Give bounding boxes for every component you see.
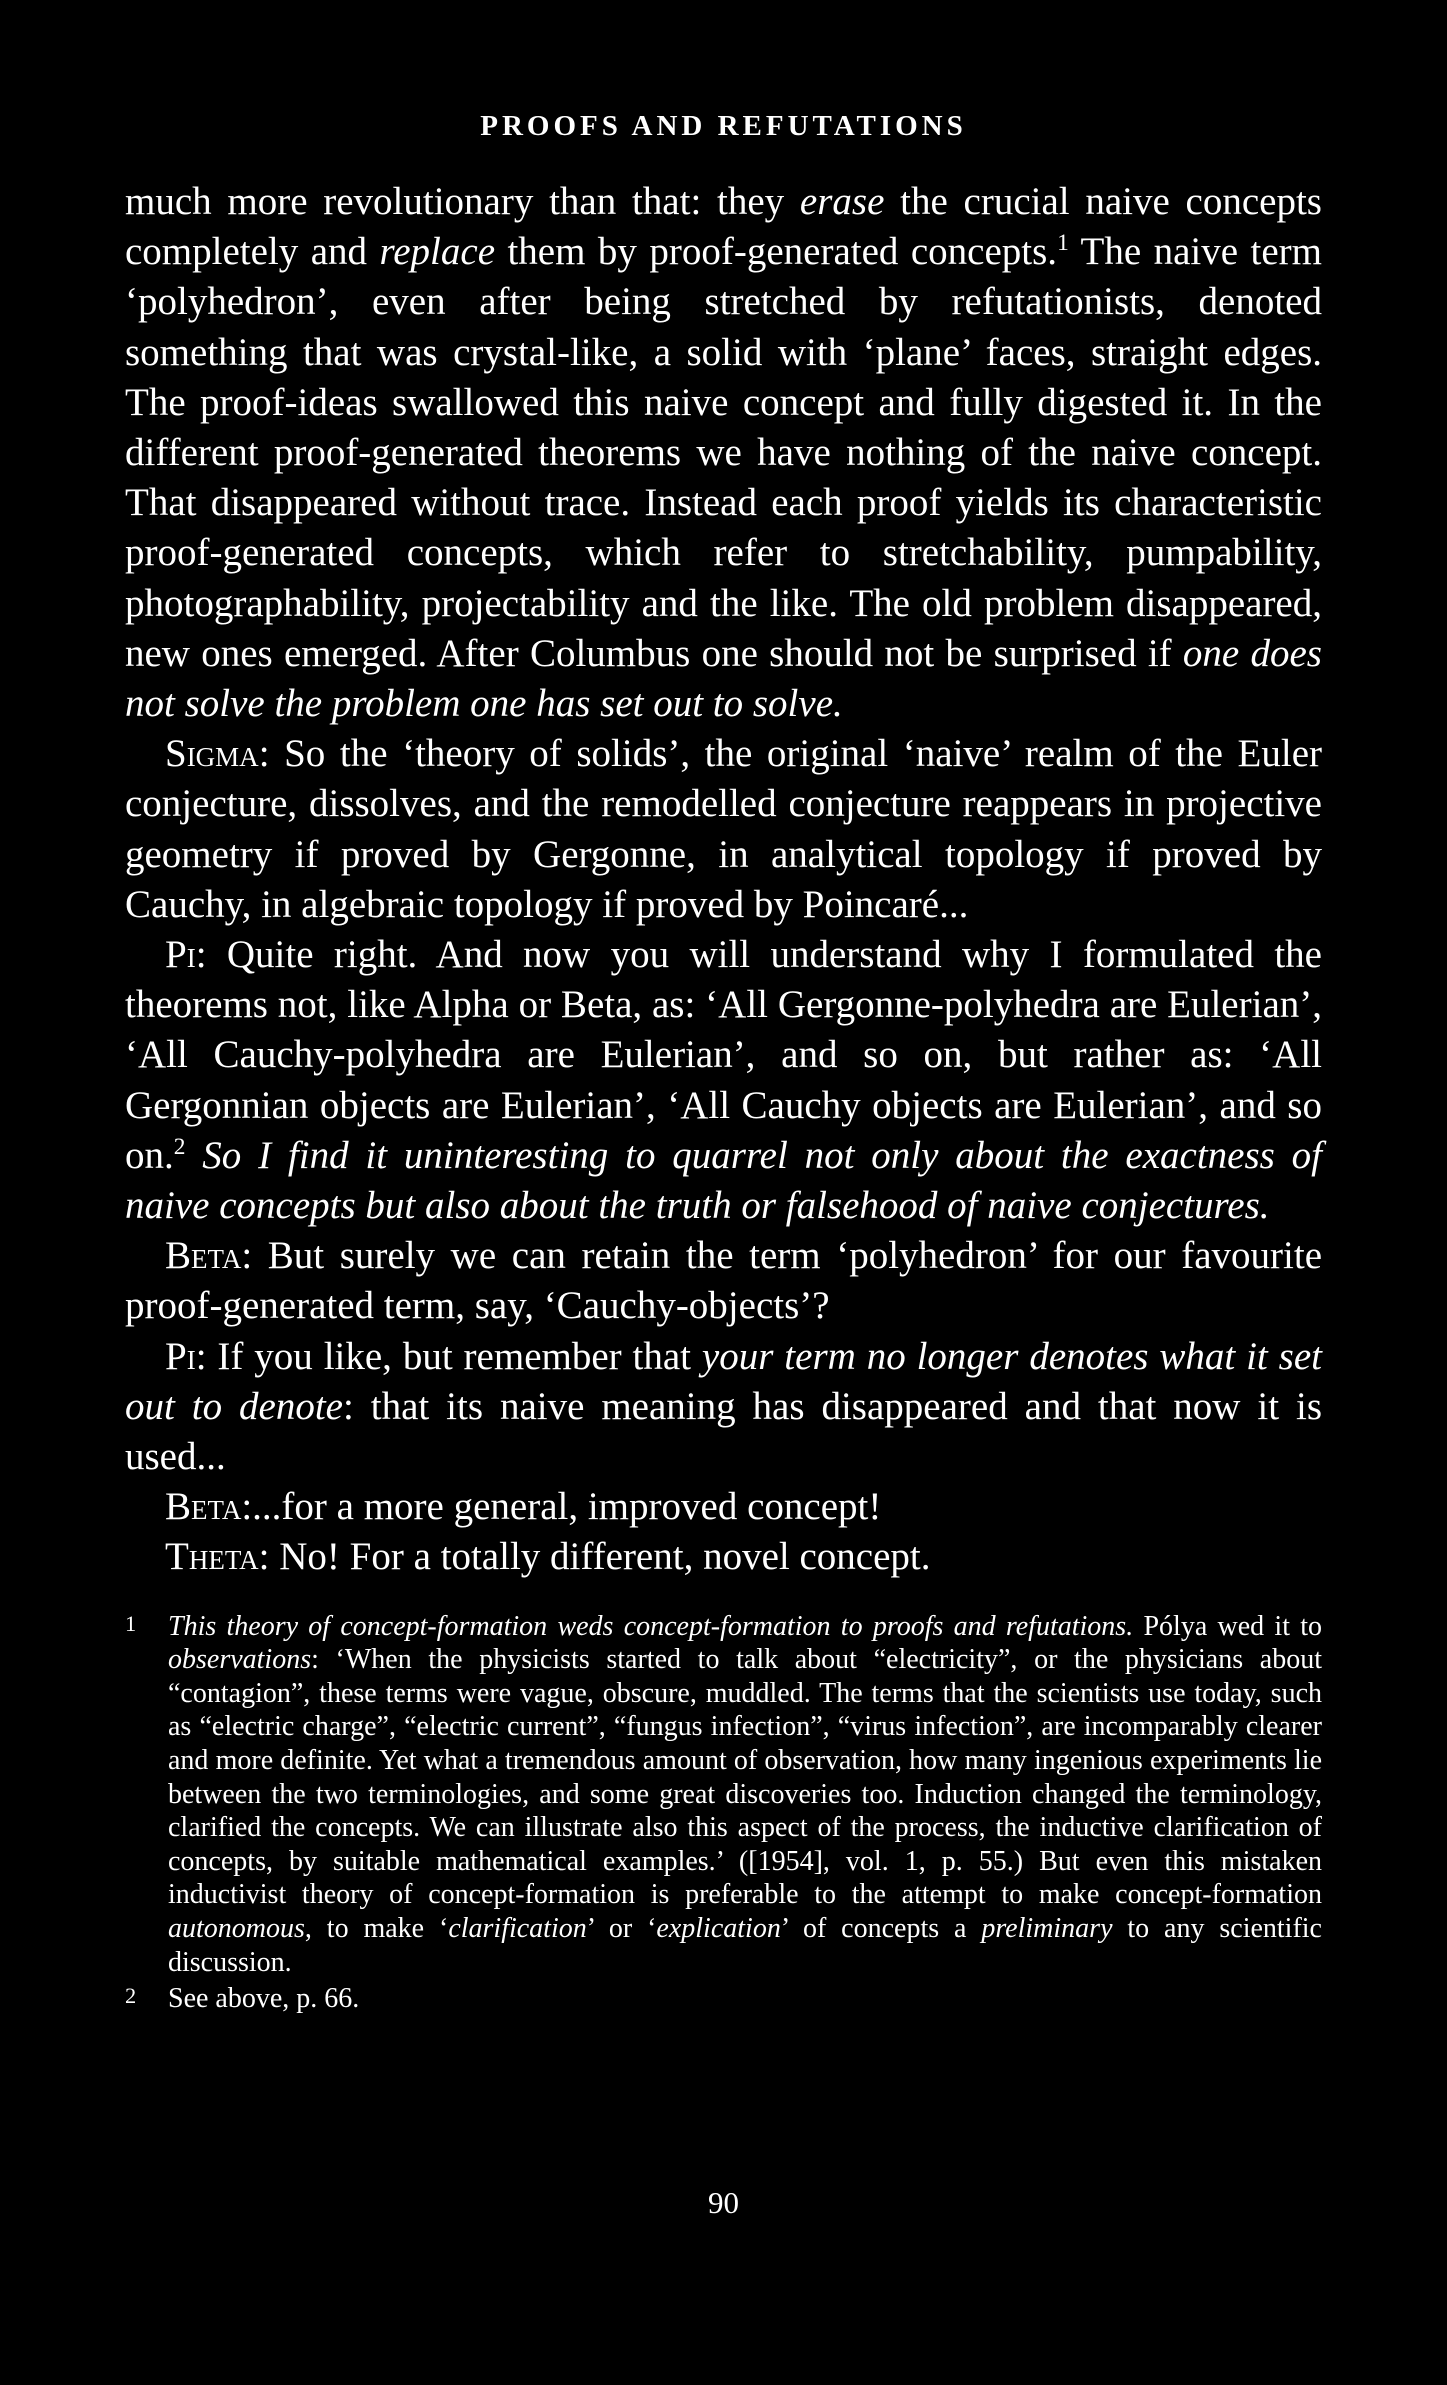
text-run: the crucial naive concepts completely and [125, 180, 1322, 274]
text-run: : If you like, but remember that [195, 1334, 702, 1378]
speaker-name: Beta [165, 1234, 242, 1278]
emphasis: So I find it uninteresting to quarrel not only about the exactness of naive concepts but also about the truth or falsehood of naive conjectures. [125, 1133, 1322, 1228]
emphasis: your term no longer denotes what it set out to denote [125, 1334, 1322, 1428]
text-run: to any scientific discussion. [168, 1913, 1322, 1978]
text-run: them by proof-generated concepts. [495, 230, 1058, 274]
paragraph-theta [125, 1532, 1322, 1582]
speaker-name: Pi [165, 1334, 196, 1378]
text-run: : But surely we can retain the term ‘polyhedron’ for our favourite proof-generated term, say, ‘Cauchy-objects’? [125, 1234, 1322, 1328]
speaker-name: Sigma [165, 732, 259, 776]
paragraph-beta-2 [125, 1482, 1322, 1532]
text-run: ’ of concepts a [780, 1913, 982, 1945]
emphasis: preliminary [981, 1913, 1113, 1945]
paragraph-pi-2 [125, 1332, 1322, 1483]
footnote-mark: 2 [125, 1983, 137, 2009]
text-run: , to make ‘ [304, 1913, 449, 1945]
main-text [125, 177, 1322, 1583]
running-head: PROOFS AND REFUTATIONS [480, 110, 967, 142]
text-run: : No! For a totally different, novel concept. [258, 1535, 931, 1579]
paragraph-sigma [125, 729, 1322, 930]
emphasis: This theory of concept-formation weds concept-formation to proofs and refutations. [168, 1610, 1134, 1642]
text-run: Pólya wed it to [1133, 1610, 1323, 1642]
footnote-ref-2: 2 [173, 1133, 186, 1160]
paragraph-pi-1 [125, 930, 1322, 1231]
paragraph-1 [125, 177, 1322, 729]
emphasis: explication [656, 1913, 781, 1945]
text-run: much more revolutionary than that: they [125, 180, 800, 223]
footnote-mark: 1 [125, 1610, 137, 1636]
emphasis: one does not solve the problem one has set out to solve. [125, 631, 1322, 726]
speaker-name: Theta [165, 1535, 259, 1579]
footnote-1 [125, 1607, 1322, 1980]
speaker-name: Pi [165, 933, 196, 977]
paragraph-beta-1 [125, 1231, 1322, 1331]
footnotes [125, 1607, 1322, 2016]
text-run: ’ or ‘ [586, 1913, 657, 1945]
text-run: The naive term ‘polyhedron’, even after being stretched by refutationists, denoted something that was crystal-like, a solid with ‘plane’ faces, straight edges. The proof-ideas swallowed this naive concept and fully digested it. In the different proof-generated theorems we have nothing of the naive concept. That disappeared without trace. Instead each proof yields its characteristic proof-generated concepts, which refer to stretchability, pumpability, photographability, projectability and the like. The old problem disappeared, new ones emerged. After Columbus one should not be surprised if [125, 230, 1322, 675]
emphasis: clarification [448, 1913, 587, 1945]
emphasis: replace [379, 230, 496, 274]
text-run: :...for a more general, improved concept! [241, 1485, 882, 1529]
page-number: 90 [708, 2185, 739, 2220]
text-run: : Quite right. And now you will understand why I formulated the theorems not, like Alpha or Beta, as: ‘All Gergonne-polyhedra are Eulerian’, ‘All Cauchy-polyhedra are Eulerian’, and so on, but rather as: ‘All Gergonnian objects are Eulerian’, ‘All Cauchy objects are Eulerian’, and so on. [125, 933, 1322, 1177]
text-run: : So the ‘theory of solids’, the original ‘naive’ realm of the Euler conjecture, dissolves, and the remodelled conjecture reappears in projective geometry if proved by Gergonne, in analytical topology if proved by Cauchy, in algebraic topology if proved by Poincaré... [125, 732, 1322, 926]
speaker-name: Beta [165, 1485, 242, 1529]
emphasis: erase [799, 180, 885, 223]
emphasis: autonomous [168, 1913, 305, 1945]
page [125, 110, 1323, 2220]
text-run: : that its naive meaning has disappeared and that now it is used... [125, 1384, 1322, 1479]
emphasis: observations [168, 1644, 312, 1676]
footnote-2 [125, 1979, 1322, 2016]
text-run: See above, p. 66. [168, 1983, 360, 2015]
footnote-ref-1: 1 [1057, 230, 1069, 257]
text-run [185, 1134, 202, 1177]
text-run: : ‘When the physicists started to talk about “electricity”, or the physicians about “contagion”, these terms were vague, obscure, muddled. The terms that the scientists use today, such as “electric charge”, “electric current”, “fungus infection”, “virus infection”, are incomparably clearer and more definite. Yet what a tremendous amount of observation, how many ingenious experiments lie between the two terminologies, and some great discoveries too. Induction changed the terminology, clarified the concepts. We can illustrate also this aspect of the process, the inductive clarification of concepts, by suitable mathematical examples.’ ([1954], vol. 1, p. 55.) But even this mistaken inductivist theory of concept-formation is preferable to the attempt to make concept-formation [168, 1644, 1322, 1911]
